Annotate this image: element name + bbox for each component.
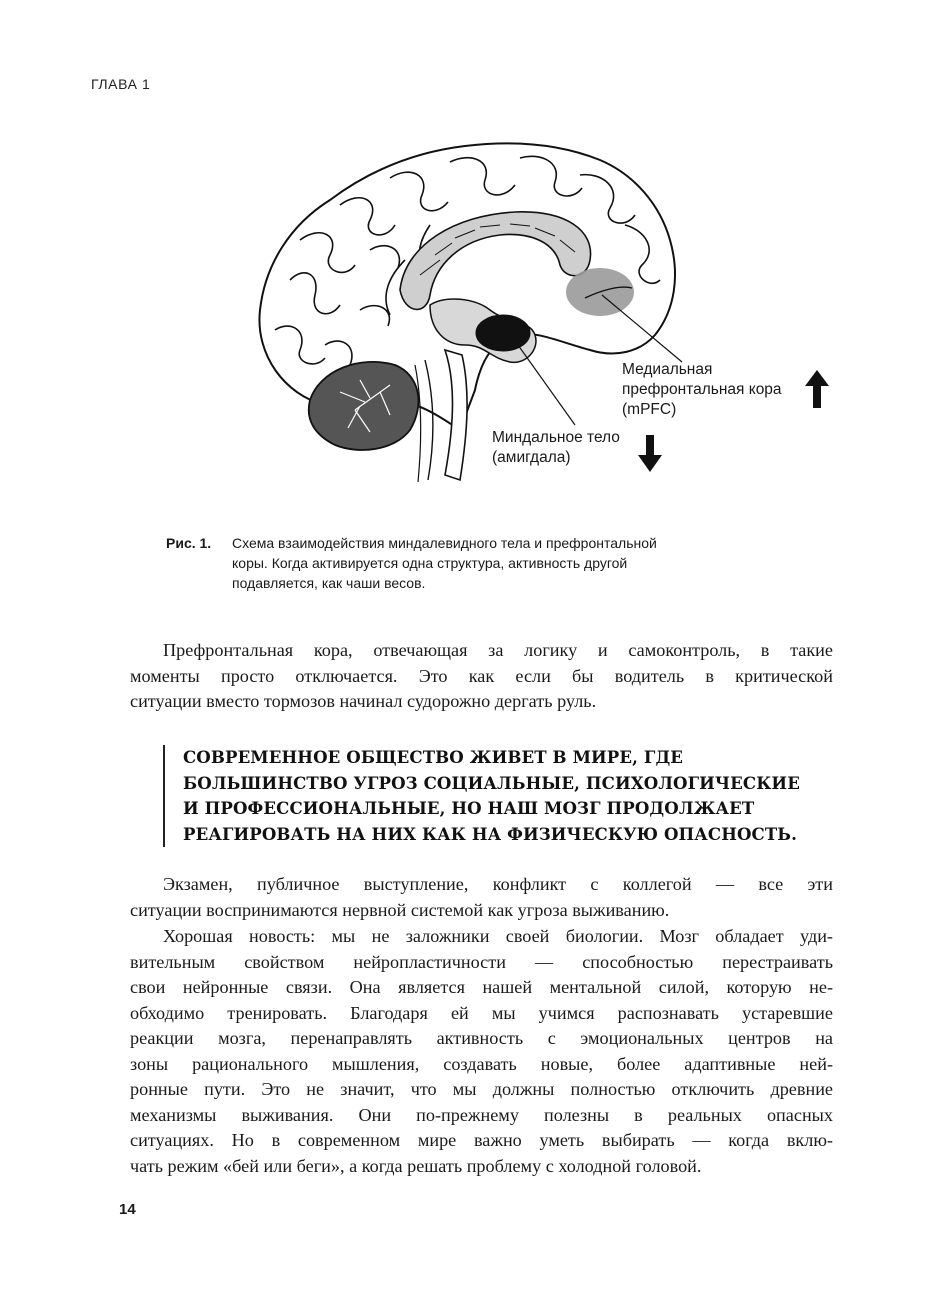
caption-line: Схема взаимодействия миндалевидного тела и префронтальной [232, 535, 657, 551]
mpfc-label-line: префронтальная кора [622, 381, 782, 398]
paragraph-1 [130, 638, 833, 715]
text-line: свои нейронные связи. Она является нашей ментальной силой, которую не- [130, 977, 833, 997]
text-line: обходимо тренировать. Благодаря ей мы учимся распознавать устаревшие [130, 1002, 833, 1023]
amygdala-label-line: (амигдала) [492, 449, 571, 466]
pull-quote-line: И ПРОФЕССИОНАЛЬНЫЕ, НО НАШ МОЗГ ПРОДОЛЖАЕТ [183, 798, 755, 818]
pull-quote-line: СОВРЕМЕННОЕ ОБЩЕСТВО ЖИВЕТ В МИРЕ, ГДЕ [183, 747, 684, 767]
text-line: ситуации вместо тормозов начинал судорожно дергать руль. [130, 691, 597, 711]
text-line: Хорошая новость: мы не заложники своей биологии. Мозг обладает уди- [163, 926, 833, 946]
text-line: Префронтальная кора, отвечающая за логику и самоконтроль, в такие [163, 640, 833, 660]
pull-quote [163, 745, 845, 847]
page-number: 14 [119, 1201, 136, 1218]
mpfc-label [622, 360, 782, 420]
text-line: реакции мозга, перенаправлять активность с эмоциональных центров на [130, 1028, 833, 1048]
caption-label: Рис. 1. [166, 535, 212, 551]
text-line: ситуации воспринимаются нервной системой как угроза выживанию. [130, 899, 670, 920]
text-line: зоны рационального мышления, создавать новые, более адаптивные ней- [130, 1053, 833, 1074]
arrow-up-icon [805, 370, 829, 408]
caption-line: подавляется, как чаши весов. [232, 575, 426, 591]
text-line: чать режим «бей или беги», а когда решать проблему с холодной головой. [130, 1155, 702, 1176]
mpfc-label-line: Медиальная [622, 361, 713, 378]
caption-text [232, 533, 772, 593]
text-line: моменты просто отключается. Это как если бы водитель в критической [130, 665, 833, 686]
caption-line: коры. Когда активируется одна структура, активность другой [232, 555, 628, 571]
amygdala-region [476, 315, 530, 351]
arrow-down-icon [638, 435, 662, 472]
amygdala-label-line: Миндальное тело [492, 429, 620, 446]
text-line: ронные пути. Это не значит, что мы должны полностью отключить древние [130, 1079, 833, 1099]
paragraph-2 [130, 872, 833, 923]
amygdala-label [492, 428, 620, 468]
text-line: Экзамен, публичное выступление, конфликт с коллегой — все эти [163, 874, 833, 894]
text-line: механизмы выживания. Они по-прежнему полезны в реальных опасных [130, 1104, 833, 1125]
mpfc-label-line: (mPFC) [622, 401, 677, 418]
amygdala-pointer [513, 338, 575, 425]
text-line: ситуациях. Но в современном мире важно уметь выбирать — когда вклю- [130, 1130, 833, 1150]
brain-figure [230, 130, 840, 500]
text-line: вительным свойством нейропластичности — способностью перестраивать [130, 951, 833, 972]
running-head: ГЛАВА 1 [91, 76, 151, 92]
pull-quote-line: РЕАГИРОВАТЬ НА НИХ КАК НА ФИЗИЧЕСКУЮ ОПАСНОСТЬ. [183, 823, 797, 844]
paragraph-3 [130, 924, 833, 1179]
pull-quote-line: БОЛЬШИНСТВО УГРОЗ СОЦИАЛЬНЫЕ, ПСИХОЛОГИЧЕСКИЕ [183, 772, 800, 793]
